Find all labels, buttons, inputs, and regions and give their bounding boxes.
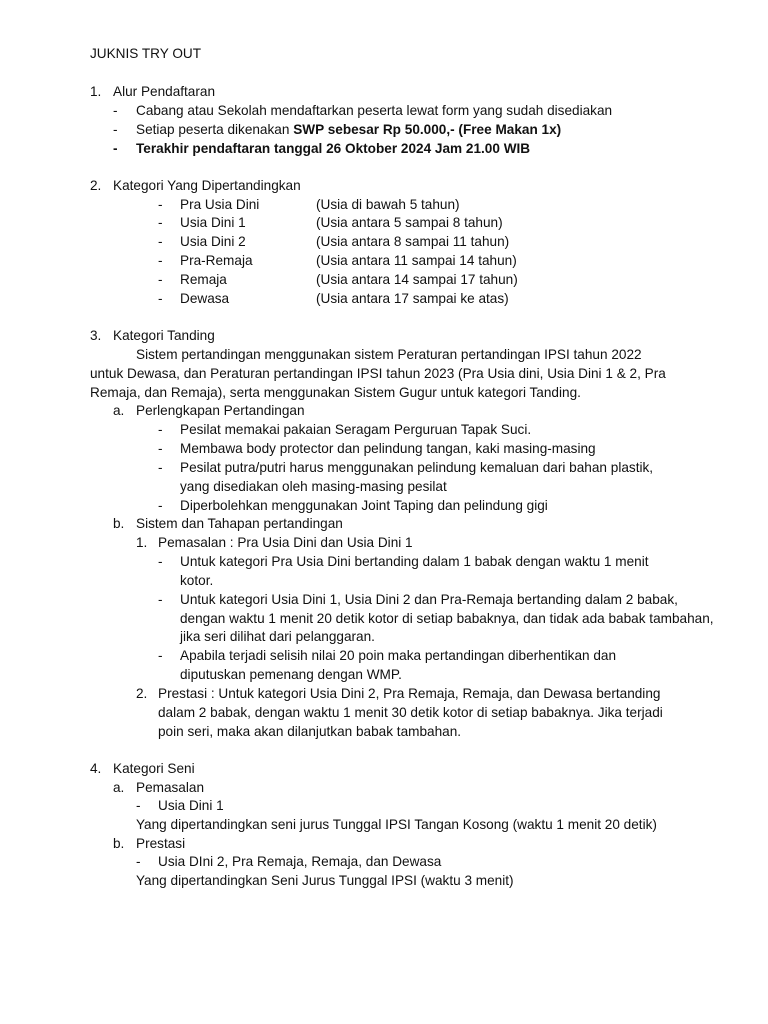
category-age: (Usia antara 8 sampai 11 tahun)	[316, 234, 510, 249]
equipment-item: Pesilat putra/putri harus menggunakan pelindung kemaluan dari bahan plastik,	[180, 460, 654, 475]
bullet: -	[113, 103, 118, 118]
equipment-item: Membawa body protector dan pelindung tangan, kaki masing-masing	[180, 441, 596, 456]
bullet: -	[158, 441, 163, 456]
registration-item-1: Cabang atau Sekolah mendaftarkan peserta lewat form yang sudah disediakan	[136, 103, 613, 118]
category-age: (Usia antara 14 sampai 17 tahun)	[316, 272, 518, 287]
seni-a-description: Yang dipertandingkan seni jurus Tunggal IPSI Tangan Kosong (waktu 1 menit 20 detik)	[136, 817, 657, 832]
registration-fee: SWP sebesar Rp 50.000,- (Free Makan 1x)	[293, 122, 562, 137]
bullet: -	[158, 592, 163, 607]
stage-1-rule: Apabila terjadi selisih nilai 20 poin maka pertandingan diberhentikan dan	[180, 648, 617, 663]
subsection-a-letter: a.	[113, 403, 125, 418]
stage-1-rule: Untuk kategori Usia Dini 1, Usia Dini 2 dan Pra-Remaja bertanding dalam 2 babak,	[180, 592, 678, 607]
category-name: Remaja	[180, 272, 227, 287]
stage-1-rule-continued: diputuskan pemenang dengan WMP.	[180, 667, 402, 682]
section-1-number: 1.	[90, 84, 102, 99]
bullet: -	[158, 253, 163, 268]
section-2-title: Kategori Yang Dipertandingkan	[113, 178, 301, 193]
bullet: -	[158, 460, 163, 475]
section-3-title: Kategori Tanding	[113, 328, 215, 343]
subsection-b-letter: b.	[113, 516, 125, 531]
bullet: -	[158, 291, 163, 306]
registration-item-2	[136, 121, 561, 140]
bullet: -	[136, 854, 141, 869]
tanding-paragraph-line-2: untuk Dewasa, dan Peraturan pertandingan IPSI tahun 2023 (Pra Usia dini, Usia Dini 1 & 2, Pra	[90, 366, 666, 381]
bullet: -	[158, 272, 163, 287]
category-age: (Usia antara 11 sampai 14 tahun)	[316, 253, 517, 268]
section-1-title: Alur Pendaftaran	[113, 84, 216, 99]
category-name: Dewasa	[180, 291, 230, 306]
stage-2-number: 2.	[136, 686, 148, 701]
section-2-number: 2.	[90, 178, 102, 193]
bullet: -	[158, 554, 163, 569]
seni-b-letter: b.	[113, 836, 125, 851]
category-name: Pra Usia Dini	[180, 197, 260, 212]
category-age: (Usia antara 5 sampai 8 tahun)	[316, 215, 503, 230]
equipment-item: Pesilat memakai pakaian Seragam Perguruan Tapak Suci.	[180, 422, 532, 437]
stage-1-title: Pemasalan : Pra Usia Dini dan Usia Dini 1	[158, 535, 413, 550]
category-name: Usia Dini 1	[180, 215, 246, 230]
tanding-paragraph-line-3: Remaja, dan Remaja), serta menggunakan Sistem Gugur untuk kategori Tanding.	[90, 385, 581, 400]
bullet: -	[113, 122, 118, 137]
stage-1-rule-continued: jika seri dilihat dari pelanggaran.	[180, 629, 375, 644]
category-name: Pra-Remaja	[180, 253, 253, 268]
registration-item-2-text: Setiap peserta dikenakan	[136, 122, 294, 137]
document-title: JUKNIS TRY OUT	[90, 46, 202, 61]
stage-1-number: 1.	[136, 535, 148, 550]
bullet: -	[158, 422, 163, 437]
tanding-paragraph-line-1: Sistem pertandingan menggunakan sistem Peraturan pertandingan IPSI tahun 2022	[136, 347, 642, 362]
seni-a-item: Usia Dini 1	[158, 798, 224, 813]
stage-1-rule-continued: dengan waktu 1 menit 20 detik kotor di setiap babaknya, dan tidak ada babak tambahan,	[180, 611, 714, 626]
bullet: -	[158, 234, 163, 249]
bullet: -	[158, 215, 163, 230]
bullet: -	[113, 141, 118, 156]
equipment-item: Diperbolehkan menggunakan Joint Taping dan pelindung gigi	[180, 498, 548, 513]
seni-b-title: Prestasi	[136, 836, 186, 851]
category-age: (Usia antara 17 sampai ke atas)	[316, 291, 509, 306]
bullet: -	[136, 798, 141, 813]
section-4-number: 4.	[90, 761, 102, 776]
seni-b-description: Yang dipertandingkan Seni Jurus Tunggal IPSI (waktu 3 menit)	[136, 873, 514, 888]
stage-2-line-2: dalam 2 babak, dengan waktu 1 menit 30 detik kotor di setiap babaknya. Jika terjadi	[158, 705, 663, 720]
subsection-b-title: Sistem dan Tahapan pertandingan	[136, 516, 343, 531]
bullet: -	[158, 648, 163, 663]
equipment-item-continued: yang disediakan oleh masing-masing pesilat	[180, 479, 447, 494]
bullet: -	[158, 197, 163, 212]
category-age: (Usia di bawah 5 tahun)	[316, 197, 460, 212]
seni-a-title: Pemasalan	[136, 780, 205, 795]
category-name: Usia Dini 2	[180, 234, 246, 249]
stage-1-rule-continued: kotor.	[180, 573, 214, 588]
section-3-number: 3.	[90, 328, 102, 343]
stage-1-rule: Untuk kategori Pra Usia Dini bertanding dalam 1 babak dengan waktu 1 menit	[180, 554, 649, 569]
stage-2-line-1: Prestasi : Untuk kategori Usia Dini 2, Pra Remaja, Remaja, dan Dewasa bertanding	[158, 686, 661, 701]
registration-deadline: Terakhir pendaftaran tanggal 26 Oktober 2024 Jam 21.00 WIB	[136, 141, 531, 156]
stage-2-line-3: poin seri, maka akan dilanjutkan babak tambahan.	[158, 724, 462, 739]
seni-b-item: Usia DIni 2, Pra Remaja, Remaja, dan Dewasa	[158, 854, 442, 869]
subsection-a-title: Perlengkapan Pertandingan	[136, 403, 305, 418]
bullet: -	[158, 498, 163, 513]
seni-a-letter: a.	[113, 780, 125, 795]
section-4-title: Kategori Seni	[113, 761, 195, 776]
